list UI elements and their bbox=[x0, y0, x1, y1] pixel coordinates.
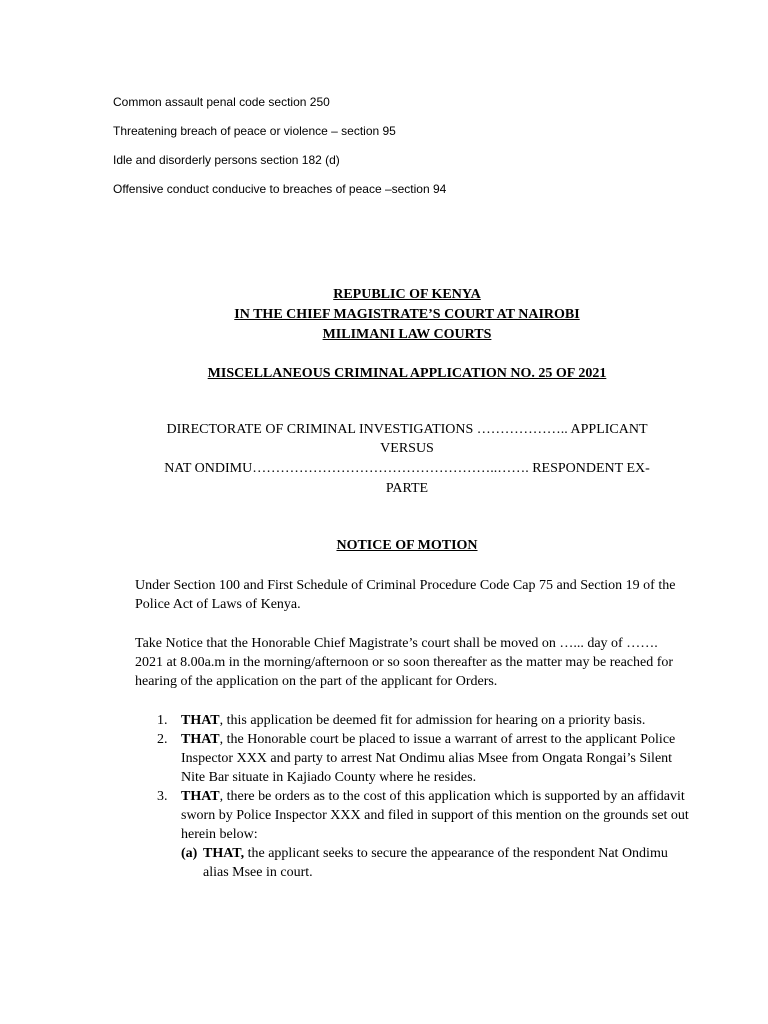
case-number: MISCELLANEOUS CRIMINAL APPLICATION NO. 25 OF 2021 bbox=[207, 366, 607, 381]
order-number: 2. bbox=[157, 732, 168, 747]
order-item bbox=[135, 711, 695, 730]
offence-list bbox=[113, 94, 446, 210]
order-number: 1. bbox=[157, 713, 168, 728]
order-lead: THAT bbox=[181, 732, 220, 747]
order-item bbox=[135, 730, 695, 787]
respondent-line-cont: PARTE bbox=[385, 481, 429, 496]
respondent-line: NAT ONDIMU……………………………………………..……. RESPONDENT EX- bbox=[164, 461, 650, 476]
order-text: , this application be deemed fit for admission for hearing on a priority basis. bbox=[219, 713, 646, 728]
heading-law-courts: MILIMANI LAW COURTS bbox=[322, 327, 492, 342]
order-lead: THAT bbox=[181, 713, 220, 728]
order-lead: THAT bbox=[181, 789, 220, 804]
order-text: , there be orders as to the cost of this application which is supported by an affidavit sworn by Police Inspector XXX and filed in support of this mention on the grounds set out herein below: bbox=[181, 789, 689, 842]
intro-paragraph: Under Section 100 and First Schedule of Criminal Procedure Code Cap 75 and Section 19 of the Police Act of Laws of Kenya. bbox=[135, 578, 676, 612]
order-text: , the Honorable court be placed to issue a warrant of arrest to the applicant Police Inspector XXX and party to arrest Nat Ondimu alias Msee from Ongata Rongai’s Silent Nite Bar situate in Kajiado County where he resides. bbox=[181, 732, 676, 785]
applicant-line: DIRECTORATE OF CRIMINAL INVESTIGATIONS ……………….. APPLICANT bbox=[166, 422, 648, 437]
offence-item: Offensive conduct conducive to breaches of peace –section 94 bbox=[113, 182, 447, 196]
orders-list bbox=[135, 711, 695, 882]
versus-label: VERSUS bbox=[380, 441, 434, 456]
offence-item: Common assault penal code section 250 bbox=[113, 95, 330, 109]
ground-lead: THAT, bbox=[203, 846, 245, 861]
order-number: 3. bbox=[157, 789, 168, 804]
heading-court: IN THE CHIEF MAGISTRATE’S COURT AT NAIROBI bbox=[234, 307, 580, 322]
offence-item: Idle and disorderly persons section 182 (d) bbox=[113, 153, 340, 167]
ground-number: (a) bbox=[181, 846, 198, 861]
order-item bbox=[135, 787, 695, 844]
take-notice-paragraph: Take Notice that the Honorable Chief Magistrate’s court shall be moved on …... day of ……. 2021 at 8.00a.m in the morning/afternoon or so soon thereafter as the matter may be reached for hearing of the application on the part of the applicant for Orders. bbox=[135, 636, 674, 689]
heading-republic: REPUBLIC OF KENYA bbox=[333, 287, 481, 302]
offence-item: Threatening breach of peace or violence – section 95 bbox=[113, 124, 396, 138]
ground-item bbox=[135, 844, 695, 882]
ground-text: the applicant seeks to secure the appearance of the respondent Nat Ondimu alias Msee in court. bbox=[203, 846, 668, 880]
notice-title: NOTICE OF MOTION bbox=[336, 538, 478, 553]
